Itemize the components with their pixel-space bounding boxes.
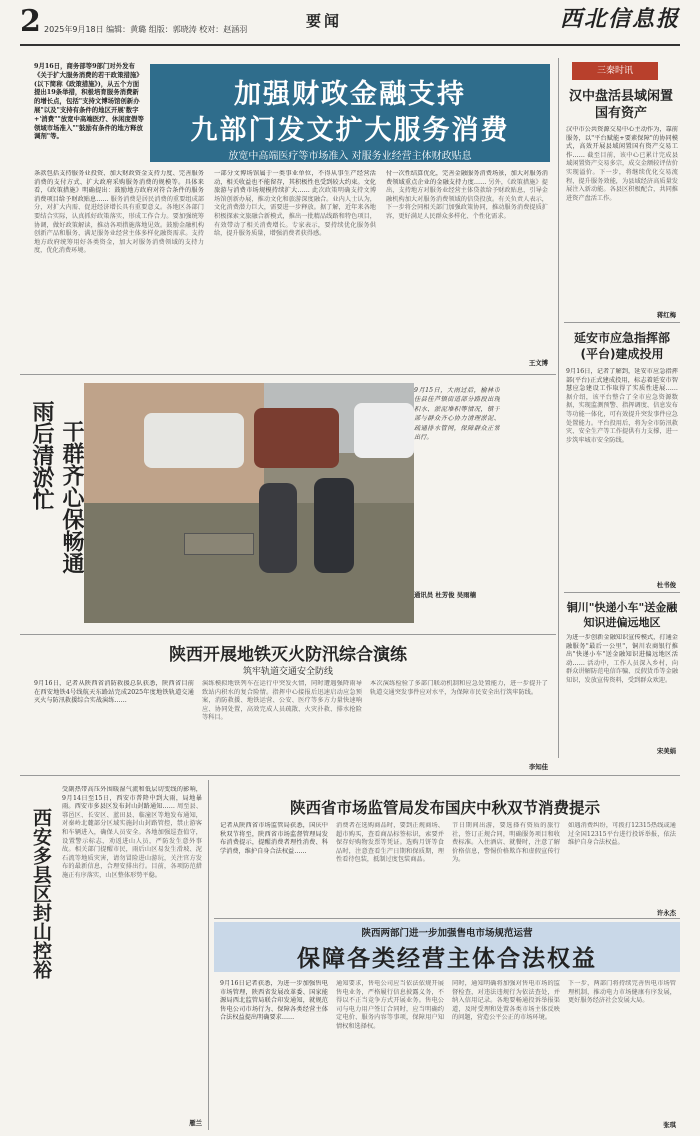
market-col-3: 节日期间出游，要选择有资质的旅行社，签订正规合同，明确服务项目和收费标准。入住酒店、就餐时，注意了解价格信息，警惕价格欺诈和虚假宣传行为。 <box>452 822 560 864</box>
headline-subtitle: 放宽中高端医疗等市场准入 对服务业经营主体财政贴息 <box>228 151 472 162</box>
article-col-3-text: 付一次性结算优化，完善金融服务消费场景，加大对服务消费领域重点企业的金融支持力度…… <box>386 170 548 186</box>
photo-car-white-2 <box>354 403 414 458</box>
operator-section-rule <box>214 918 680 919</box>
market-col-4: 如遇消费纠纷，可拨打12315热线或通过全国12315平台进行投诉举报，依法维护自身合法权益。 <box>568 822 676 847</box>
operator-text: 9月16日记者获悉，为进一步加强售电市场管理，陕西省发展改革委、国家能源局西北监管局联合印发通知，就规范售电公司市场行为、保障各类经营主体合法权益提出明确要求…… <box>220 980 328 1022</box>
photo-drain-grate <box>184 533 254 555</box>
flood-cleanup-photo <box>84 383 414 623</box>
sidebar-story3-fill: 活动中，工作人员深入乡村，向群众讲解防范电信诈骗、反假货币等金融知识，发放宣传资料，受到群众欢迎。 <box>566 659 678 684</box>
county-title: 西安多县区封山控裕 <box>30 808 52 979</box>
masthead-info: 2025年9月18日 编辑：黄璐 组版：郭晓涛 校对：赵涵羽 <box>44 25 248 34</box>
photo-caption-box <box>414 386 500 586</box>
photo-caption: 9月15日，大雨过后，榆林市佳县佳芦镇街道部分路段出现积水、淤泥堆积等情况，镇干部与群众齐心协力清理淤泥、疏通排水管网，保障群众正常出行。 <box>414 387 500 442</box>
sidebar-sep-2 <box>564 592 680 593</box>
sidebar-story2-title: 延安市应急指挥部(平台)建成投用 <box>573 331 670 361</box>
page-number: 2 <box>20 4 41 39</box>
article-col-3 <box>386 170 548 355</box>
photo-worker-2 <box>314 478 354 573</box>
market-author: 许永杰 <box>656 909 676 917</box>
photo-flooded-street <box>84 503 414 623</box>
sidebar-story2-text: 9月16日，记者了解到，延安市应急指挥部(平台)正式建成投用，标志着延安市智慧应急建设工作取得了实质性进展…… <box>566 368 678 393</box>
county-author: 雁兰 <box>189 1119 202 1127</box>
sidebar-sep-1 <box>564 322 680 323</box>
article-col-1-fill: 服务消费是居民消费的重要组成部分，对扩大内需、促进经济增长具有重要意义。各地区各部门要结合实际，认真抓好政策落实，形成工作合力。要加强统筹协调，做好政策解读，推动各项措施落地见效。鼓励金融机构创新产品和服务，满足服务业经营主体多样化融资需求。支持地方政府统筹用好各类资金，加大对服务消费领域的支持力度，优化消费环境。 <box>34 195 204 255</box>
sidebar-tag: 三秦时讯 <box>572 62 658 80</box>
sidebar-story2-author: 杜书俊 <box>656 581 676 589</box>
sidebar-story3-title: 铜川"快递小车"送金融知识进偏远地区 <box>566 601 678 629</box>
operator-kicker: 陕西两部门进一步加强售电市场规范运营 <box>361 928 533 939</box>
sidebar-story2-fill: 据介绍，该平台整合了全市应急资源数据，实现监测预警、指挥调度、信息发布等功能一体化，可有效提升突发事件应急处置能力。平台投用后，将为全市防汛救灾、安全生产等工作提供有力支撑，进一步筑牢城市安全防线。 <box>566 393 678 444</box>
metro-col-3: 本次演练检验了多部门联动机制和应急处置能力，进一步提升了轨道交通突发事件应对水平，为保障市民安全出行筑牢防线。 <box>370 680 548 696</box>
photo-title-b: 干群齐心保畅通 <box>59 420 84 574</box>
sidebar-story1-text: 汉中市公共资源交易中心主动作为，靠前服务，以"平台赋能+要素保障"的协同模式，高效开展县域闲置国有资产交易工作…… <box>566 126 678 159</box>
metro-author: 李知佳 <box>528 763 548 771</box>
section-title: 要闻 <box>306 12 343 30</box>
sidebar-story1-author: 蒋红梅 <box>656 311 676 319</box>
lower-divider <box>208 780 209 1130</box>
article-col-2-fill: 此次政策明确支持文博场馆创新办展，推动文化和旅游深度融合。业内人士认为，文化消费潜力巨大，需要进一步释放。据了解，近年来各地积极探索文旅融合新模式，推出一批精品线路和特色项目，有效带动了相关消费增长。专家表示，要持续优化服务供给，提升服务质量，增强消费者获得感。 <box>214 187 376 238</box>
sidebar-story3-body <box>566 634 678 744</box>
county-body <box>62 786 202 1116</box>
lower-section-rule <box>20 775 680 776</box>
metro-col-1 <box>34 680 194 768</box>
sidebar-story3-author: 宋美娟 <box>656 747 676 755</box>
market-title: 陕西省市场监管局发布国庆中秋双节消费提示 <box>289 799 600 817</box>
photo-car-red <box>254 408 339 468</box>
county-text: 受副热带高压外围暖湿气流和低层切变线的影响，9月14日至15日，西安市普降中到大雨，局地暴雨。西安市多县区发布封山封路通知…… <box>62 786 202 811</box>
metro-col-1-text: 9月16日，记者从陕西省消防救援总队获悉，陕西省目前在西安地铁4号线航天东路站完成2025年度地铁轨道交通灭火与防汛救援综合实战演练…… <box>34 680 194 705</box>
operator-title: 保障各类经营主体合法权益 <box>297 946 597 972</box>
photo-title-a: 雨后清淤忙 <box>29 400 54 510</box>
market-col-1 <box>220 822 328 912</box>
photo-car-white <box>144 413 244 468</box>
article-col-2-text: 一部分文博场馆属于一类事业单位，不得从事生产经营活动，相关收益也不能留存，其积极性也受到较大约束。文化旅游与消费市场规模持续扩大…… <box>214 170 376 195</box>
headline-line1: 加强财政金融支持 <box>234 79 466 110</box>
operator-col-2: 通知要求，售电公司应当依法依规开展售电业务，严格履行信息披露义务，不得以不正当竞争方式开展业务。售电公司与电力用户签订合同时，应当明确约定电价、服务内容等事项，保障用户知情权和选择权。 <box>336 980 444 1030</box>
metro-title: 陕西开展地铁灭火防汛综合演练 <box>169 645 407 665</box>
market-text: 记者从陕西省市场监管局获悉，国庆中秋双节将至，陕西省市场监督管理局发布消费提示，提醒消费者理性消费、科学消费，维护自身合法权益…… <box>220 822 328 855</box>
headline-line2: 九部门发文扩大服务消费 <box>190 115 510 146</box>
photo-credit: 通讯员 杜芳俊 吴雨楠 <box>414 591 476 599</box>
sidebar-divider <box>558 58 559 758</box>
article-col-1-text: 条款包括支持服务业投资、加大财政资金支持力度、完善服务消费的支付方式、扩大政府采购服务消费的规模等。具体来看，《政策措施》明确提出：鼓励地方政府对符合条件的服务消费项目给予财政贴息…… <box>34 170 204 203</box>
metro-section-rule <box>20 634 556 635</box>
header-rule <box>20 44 680 46</box>
county-fill: 周至县、鄠邑区、长安区、蓝田县、临潼区等地发布通知，对秦岭北麓部分区域实施封山封路管控，禁止游客和车辆进入，确保人员安全。各地加强巡查值守，设置警示标志，劝返进山人员，严防发生意外事故。相关部门提醒市民，雨后山区易发生滑坡、泥石流等地质灾害，请勿冒险进山游玩，关注官方发布的最新信息，合理安排出行。目前，各项防范措施正有序落实，山区整体形势平稳。 <box>62 803 202 879</box>
sidebar-story2-body <box>566 368 678 576</box>
operator-author: 张琪 <box>663 1121 676 1129</box>
sidebar-story1-body <box>566 126 678 306</box>
article-top-author: 王文博 <box>528 359 548 367</box>
sidebar-story1-fill: 截至目前，该中心已累计完成县域闲置资产交易多宗，成交金额较评估价实现溢价。下一步，将继续优化交易流程，提升服务效能，为县域经济高质量发展注入新动能。各县区积极配合，共同推进资产盘活工作。 <box>566 151 678 202</box>
metro-col-2: 演练模拟地铁列车在运行中突发火情，同时遭遇强降雨导致站内积水的复合险情。指挥中心接报后迅速启动应急预案，消防救援、地铁运营、公安、医疗等多方力量快速响应、协同处置，高效完成人员疏散、火灾扑救、排水抢险等科目。 <box>202 680 362 722</box>
article-col-1 <box>34 170 204 365</box>
lead-summary: 9月16日，商务部等9部门对外发布《关于扩大服务消费的若干政策措施》(以下简称《政策措施》)，从五个方面提出19条举措，积极培育服务消费新的增长点，包括"支持文博场馆创新办展"以及"支持有条件的地区开展'数字+'消费""放宽中高端医疗、休闲度假等领域市场准入""鼓励有条件的地方释放调剂"等。 <box>34 62 144 141</box>
newspaper-logo: 西北信息报 <box>560 6 681 32</box>
photo-worker-1 <box>259 483 297 573</box>
operator-col-3: 同时，通知明确将加强对售电市场的监督检查，对违法违规行为依法查处，并纳入信用记录。各地要畅通投诉举报渠道，及时受理和处置各类市场主体反映的问题，营造公平公正的市场环境。 <box>452 980 560 1022</box>
article-col-2 <box>214 170 376 365</box>
sidebar-story1-title: 汉中盘活县域闲置国有资产 <box>568 89 673 121</box>
operator-col-4: 下一步，两部门将持续完善售电市场管理机制，推动电力市场健康有序发展，更好服务经济社会发展大局。 <box>568 980 676 1005</box>
market-col-2: 消费者在选购商品时，要到正规商场、超市购买，查看商品标签标识，索要并保存好购物发票等凭证。选购月饼等食品时，注意查看生产日期和保质期，理性看待包装，抵制过度包装商品。 <box>336 822 444 864</box>
sidebar-story3-text: 为进一步创新金融知识宣传模式，打通金融服务"最后一公里"，铜川农商银行推出"快递小车"送金融知识进偏远地区活动…… <box>566 634 678 667</box>
operator-col-1 <box>220 980 328 1130</box>
article-col-3-fill: 另外，《政策措施》提出，支持地方对服务业经营主体贷款给予财政贴息，引导金融机构加大对服务消费领域的信贷投放。有关负责人表示，下一步将会同相关部门加强政策协同，推动服务消费提质扩容，更好满足人民群众多样化、个性化需求。 <box>386 178 548 220</box>
metro-subtitle: 筑牢轨道交通安全防线 <box>242 667 333 677</box>
photo-section-rule <box>20 374 556 375</box>
